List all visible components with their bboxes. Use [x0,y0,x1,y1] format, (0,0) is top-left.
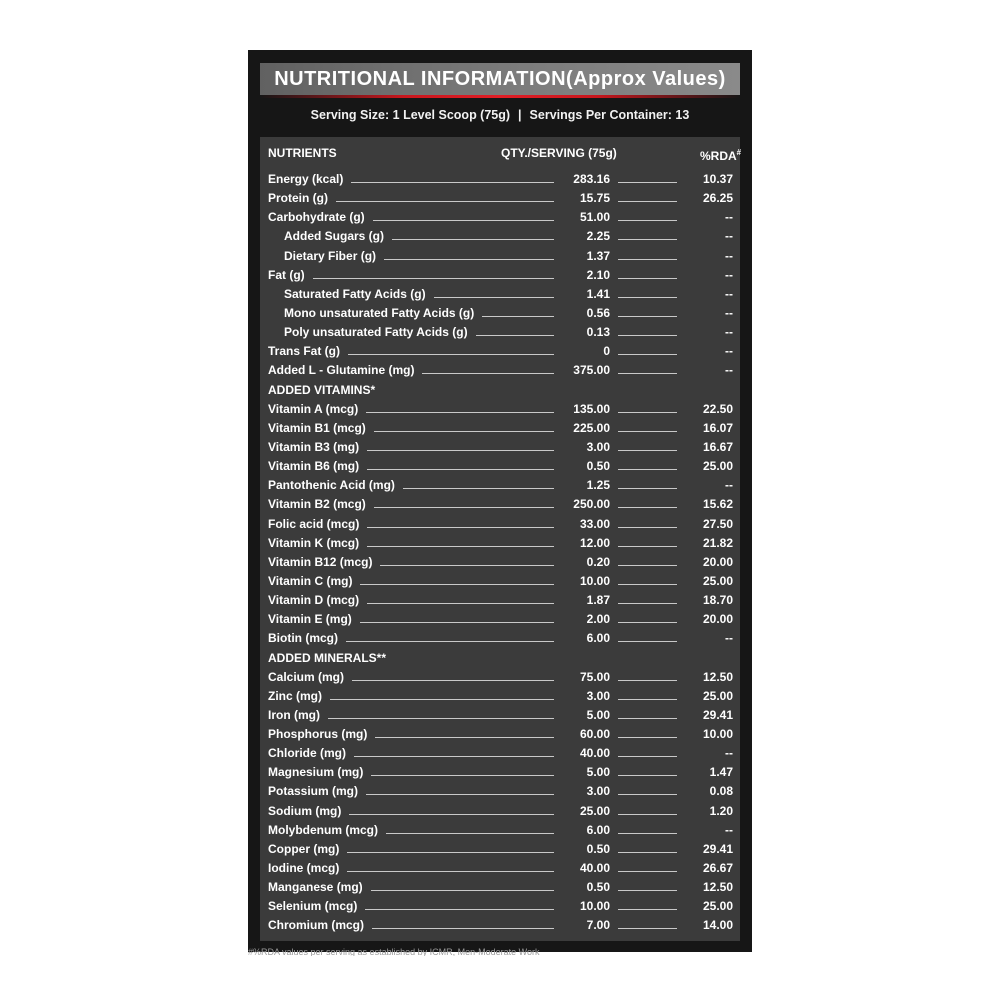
rda-leader-line [618,259,677,260]
nutrient-row [248,304,752,323]
rda-leader-line [618,928,677,929]
nutrient-name: Zinc (mg) [268,688,322,703]
qty-leader-line [347,852,554,853]
qty-leader-line [360,622,554,623]
nutrient-row [248,189,752,208]
qty-value: 40.00 [579,861,610,876]
nutrient-name: Mono unsaturated Fatty Acids (g) [284,305,475,320]
qty-value: 10.00 [579,899,610,914]
nutrient-row [248,227,752,246]
nutrient-name: Vitamin B1 (mcg) [268,420,366,435]
nutrient-row [248,266,752,285]
qty-value: 0.20 [586,554,610,569]
nutrient-row [248,572,752,591]
nutrient-name: Trans Fat (g) [268,344,341,359]
rda-leader-line [618,756,677,757]
qty-value: 375.00 [573,363,610,378]
qty-leader-line [392,239,554,240]
qty-leader-line [367,450,554,451]
qty-leader-line [360,584,554,585]
rda-value: 22.50 [702,401,733,416]
rda-leader-line [618,737,677,738]
rda-value: -- [725,210,733,225]
rda-value: 12.50 [702,880,733,895]
rda-value: 25.00 [702,459,733,474]
rda-value: -- [725,267,733,282]
rda-leader-line [618,527,677,528]
qty-value: 6.00 [586,631,610,646]
rda-value: -- [725,631,733,646]
qty-leader-line [330,699,554,700]
nutrient-row [248,706,752,725]
nutrient-row [248,457,752,476]
qty-value: 3.00 [586,784,610,799]
qty-value: 1.37 [586,248,610,263]
label-title: NUTRITIONAL INFORMATION(Approx Values) [260,63,740,95]
qty-leader-line [365,909,554,910]
qty-leader-line [372,928,554,929]
nutrient-row [248,802,752,821]
nutrient-row [248,438,752,457]
section-heading [248,649,752,668]
nutrient-row [248,515,752,534]
qty-value: 225.00 [573,420,610,435]
nutrient-name: Magnesium (mg) [268,765,364,780]
nutrient-name: Vitamin K (mcg) [268,535,360,550]
qty-value: 5.00 [586,707,610,722]
rda-value: 27.50 [702,516,733,531]
qty-value: 33.00 [579,516,610,531]
nutrient-name: Saturated Fatty Acids (g) [284,286,426,301]
rda-leader-line [618,699,677,700]
rda-value: 0.08 [709,784,733,799]
rda-footnote: #%RDA values per serving as established by ICMR, Men-Moderate Work [248,947,540,956]
rda-value: 29.41 [702,707,733,722]
nutrient-row [248,400,752,419]
nutrient-row [248,495,752,514]
qty-leader-line [375,737,554,738]
rda-leader-line [618,622,677,623]
rda-leader-line [618,833,677,834]
rda-leader-line [618,488,677,489]
serving-separator: | [518,108,522,122]
rda-leader-line [618,775,677,776]
nutrient-name: Added L - Glutamine (mg) [268,363,415,378]
nutrient-name: Vitamin B6 (mg) [268,459,360,474]
nutrient-row [248,821,752,840]
rda-leader-line [618,431,677,432]
qty-leader-line [380,565,554,566]
nutrient-row [248,534,752,553]
nutrient-name: Molybdenum (mcg) [268,822,378,837]
rda-value: -- [725,248,733,263]
nutrient-row [248,342,752,361]
rda-value: 25.00 [702,688,733,703]
qty-value: 0.50 [586,841,610,856]
qty-leader-line [374,431,554,432]
servings-per-container: Servings Per Container: 13 [529,108,690,122]
rda-leader-line [618,373,677,374]
qty-leader-line [349,814,554,815]
qty-value: 51.00 [579,210,610,225]
qty-leader-line [386,833,554,834]
qty-leader-line [351,182,554,183]
nutrient-name: Fat (g) [268,267,305,282]
rda-leader-line [618,680,677,681]
qty-leader-line [348,354,554,355]
nutrient-name: Vitamin B3 (mg) [268,439,360,454]
qty-value: 283.16 [573,172,610,186]
section-heading [248,381,752,400]
rda-value: 16.07 [702,420,733,435]
qty-value: 2.25 [586,229,610,244]
qty-value: 0 [603,344,610,359]
qty-leader-line [354,756,554,757]
nutrient-name: Carbohydrate (g) [268,210,365,225]
nutrient-row [248,323,752,342]
qty-value: 6.00 [586,822,610,837]
qty-value: 0.50 [586,880,610,895]
qty-leader-line [371,775,554,776]
rda-value: 14.00 [702,918,733,933]
qty-value: 1.41 [586,286,610,301]
rda-value: 18.70 [702,593,733,608]
rda-value: -- [725,286,733,301]
nutrient-row [248,553,752,572]
qty-leader-line [336,201,554,202]
nutrient-name: Iodine (mcg) [268,861,340,876]
qty-leader-line [367,527,554,528]
nutrient-name: Vitamin A (mcg) [268,401,359,416]
rda-leader-line [618,182,677,183]
rda-value: 21.82 [702,535,733,550]
qty-leader-line [434,297,554,298]
nutrient-row [248,247,752,266]
rda-leader-line [618,814,677,815]
qty-leader-line [367,469,554,470]
rda-value: -- [725,822,733,837]
nutrient-name: Copper (mg) [268,841,340,856]
rda-value: 1.47 [709,765,733,780]
nutrient-name: Selenium (mcg) [268,899,358,914]
qty-leader-line [374,507,554,508]
rda-value: -- [725,478,733,493]
rda-leader-line [618,316,677,317]
rda-value: -- [725,344,733,359]
rda-leader-line [618,239,677,240]
rda-value: -- [725,229,733,244]
nutrient-row [248,782,752,801]
qty-value: 15.75 [579,191,610,206]
rda-label: %RDA [700,149,737,163]
rda-value: 26.25 [702,191,733,206]
qty-value: 0.50 [586,459,610,474]
qty-value: 0.13 [586,325,610,340]
rda-leader-line [618,852,677,853]
rda-value: 20.00 [702,612,733,627]
qty-value: 250.00 [573,497,610,512]
qty-value: 0.56 [586,305,610,320]
rda-leader-line [618,201,677,202]
qty-value: 135.00 [573,401,610,416]
nutrient-row [248,763,752,782]
nutrient-row [248,170,752,189]
nutrition-label-panel [248,50,752,956]
qty-leader-line [367,546,554,547]
rda-leader-line [618,794,677,795]
rda-value: -- [725,746,733,761]
nutrient-row [248,840,752,859]
nutrient-row [248,687,752,706]
nutrient-name: Vitamin C (mg) [268,573,353,588]
qty-leader-line [366,412,554,413]
qty-leader-line [313,278,554,279]
nutrient-name: Vitamin E (mg) [268,612,352,627]
nutrient-row [248,476,752,495]
qty-value: 3.00 [586,688,610,703]
nutrient-name: Pantothenic Acid (mg) [268,478,395,493]
nutrient-row [248,208,752,227]
qty-value: 2.10 [586,267,610,282]
column-header-nutrients: NUTRIENTS [268,146,337,160]
rda-value: 15.62 [702,497,733,512]
section-title: ADDED MINERALS** [268,650,387,665]
rda-value: 1.20 [709,803,733,818]
rda-leader-line [618,354,677,355]
rda-value: 10.00 [702,727,733,742]
nutrient-row [248,668,752,687]
qty-leader-line [482,316,554,317]
rda-value: 29.41 [702,841,733,856]
nutrient-name: Iron (mg) [268,707,320,722]
nutrient-name: Vitamin D (mcg) [268,593,360,608]
rda-footnote-mark: # [736,148,742,157]
nutrient-row [248,725,752,744]
qty-leader-line [384,259,554,260]
nutrient-name: Dietary Fiber (g) [284,248,377,263]
rda-value: 12.50 [702,669,733,684]
nutrient-name: Folic acid (mcg) [268,516,360,531]
nutrient-row [248,610,752,629]
nutrient-name: Protein (g) [268,191,328,206]
rda-leader-line [618,412,677,413]
rda-leader-line [618,335,677,336]
nutrient-name: Calcium (mg) [268,669,345,684]
qty-value: 40.00 [579,746,610,761]
qty-leader-line [367,603,554,604]
qty-value: 1.25 [586,478,610,493]
section-title: ADDED VITAMINS* [268,382,376,397]
rda-value: -- [725,305,733,320]
rda-leader-line [618,469,677,470]
qty-leader-line [476,335,554,336]
rda-leader-line [618,871,677,872]
nutrient-name: Sodium (mg) [268,803,342,818]
nutrient-row [248,916,752,935]
nutrient-name: Biotin (mcg) [268,631,338,646]
qty-leader-line [403,488,554,489]
rda-leader-line [618,890,677,891]
nutrient-name: Phosphorus (mg) [268,727,368,742]
column-header-qty: QTY./SERVING (75g) [501,146,617,160]
qty-leader-line [328,718,554,719]
qty-value: 3.00 [586,439,610,454]
nutrient-name: Chloride (mg) [268,746,346,761]
rda-value: 26.67 [702,861,733,876]
rda-leader-line [618,718,677,719]
qty-value: 2.00 [586,612,610,627]
rda-value: -- [725,363,733,378]
qty-value: 75.00 [579,669,610,684]
rda-leader-line [618,220,677,221]
rda-leader-line [618,450,677,451]
nutrient-name: Poly unsaturated Fatty Acids (g) [284,325,468,340]
qty-value: 7.00 [586,918,610,933]
qty-value: 12.00 [579,535,610,550]
rda-leader-line [618,641,677,642]
qty-value: 10.00 [579,573,610,588]
rda-leader-line [618,507,677,508]
nutrient-name: Energy (kcal) [268,172,344,186]
nutrient-name: Added Sugars (g) [284,229,385,244]
rda-leader-line [618,565,677,566]
nutrient-row [248,591,752,610]
nutrient-row [248,361,752,380]
qty-leader-line [422,373,554,374]
rda-value: -- [725,325,733,340]
rda-leader-line [618,297,677,298]
nutrient-row [248,629,752,648]
nutrient-name: Potassium (mg) [268,784,359,799]
nutrient-name: Manganese (mg) [268,880,363,895]
serving-size: Serving Size: 1 Level Scoop (75g) [310,108,511,122]
rda-leader-line [618,584,677,585]
nutrient-row [248,285,752,304]
rda-leader-line [618,909,677,910]
rda-value: 25.00 [702,573,733,588]
rda-value: 25.00 [702,899,733,914]
nutrient-rows [248,50,752,952]
qty-leader-line [347,871,554,872]
qty-value: 5.00 [586,765,610,780]
nutrient-name: Vitamin B2 (mcg) [268,497,366,512]
nutrient-row [248,859,752,878]
qty-leader-line [352,680,554,681]
rda-value: 10.37 [702,172,733,186]
qty-leader-line [366,794,554,795]
qty-value: 1.87 [586,593,610,608]
qty-leader-line [373,220,554,221]
rda-leader-line [618,278,677,279]
qty-leader-line [371,890,554,891]
qty-value: 60.00 [579,727,610,742]
nutrient-row [248,419,752,438]
nutrient-row [248,878,752,897]
rda-value: 16.67 [702,439,733,454]
qty-value: 25.00 [579,803,610,818]
nutrient-row [248,897,752,916]
qty-leader-line [346,641,554,642]
rda-leader-line [618,546,677,547]
nutrient-name: Chromium (mcg) [268,918,364,933]
nutrient-name: Vitamin B12 (mcg) [268,554,373,569]
rda-value: 20.00 [702,554,733,569]
nutrient-row [248,744,752,763]
rda-leader-line [618,603,677,604]
